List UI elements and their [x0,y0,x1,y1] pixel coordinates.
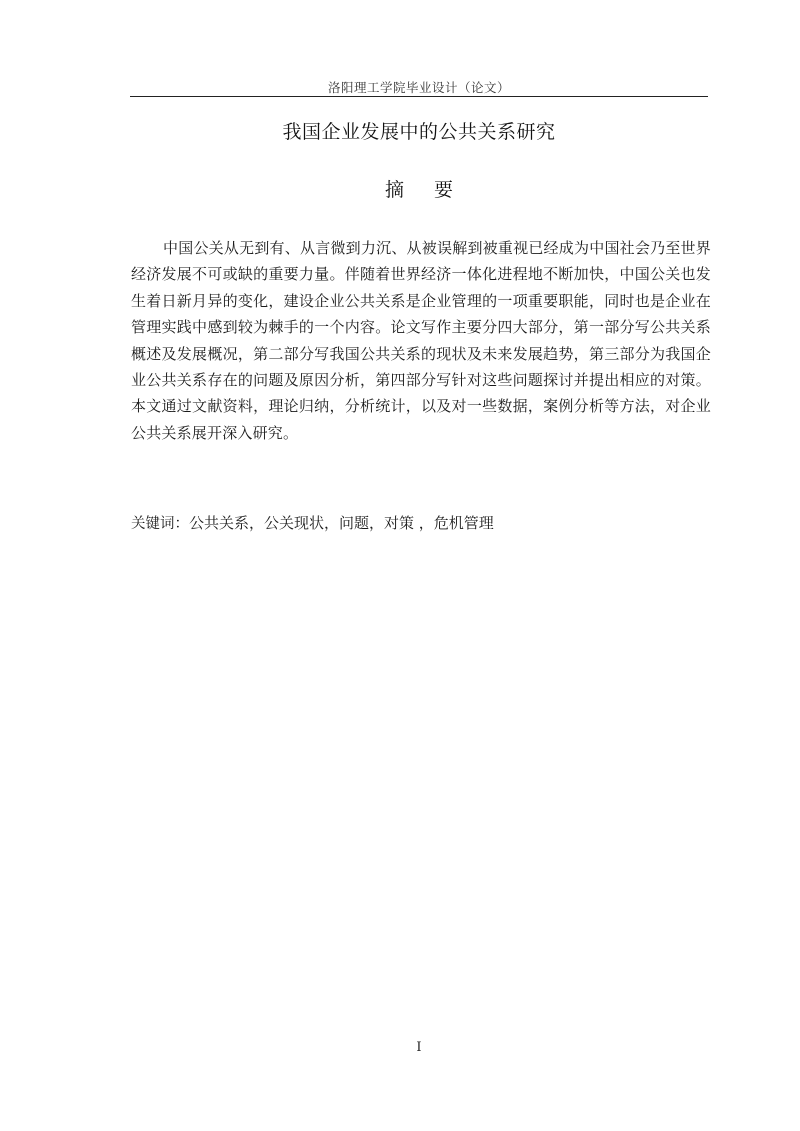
abstract-body: 中国公关从无到有、从言微到力沉、从被误解到被重视已经成为中国社会乃至世界经济发展不可或缺的重要力量。伴随着世界经济一体化进程地不断加快，中国公关也发生着日新月异的变化，建设企业公共关系是企业管理的一项重要职能，同时也是企业在管理实践中感到较为棘手的一个内容。论文写作主要分四大部分，第一部分写公共关系概述及发展概况，第二部分写我国公共关系的现状及未来发展趋势，第三部分为我国企业公共关系存在的问题及原因分析，第四部分写针对这些问题探讨并提出相应的对策。本文通过文献资料，理论归纳，分析统计，以及对一些数据，案例分析等方法，对企业公共关系展开深入研究。 [131,239,711,442]
header-divider [130,96,708,97]
keywords-label: 关键词： [131,516,189,532]
keywords-line [131,510,711,537]
keywords-value: 公共关系，公关现状，问题，对策 ，危机管理 [189,514,494,532]
document-title: 我国企业发展中的公共关系研究 [282,121,556,143]
abstract-heading: 摘 要 [384,179,466,201]
running-header: 洛阳理工学院毕业设计（论文） [327,80,510,95]
page-number: I [416,1040,422,1055]
